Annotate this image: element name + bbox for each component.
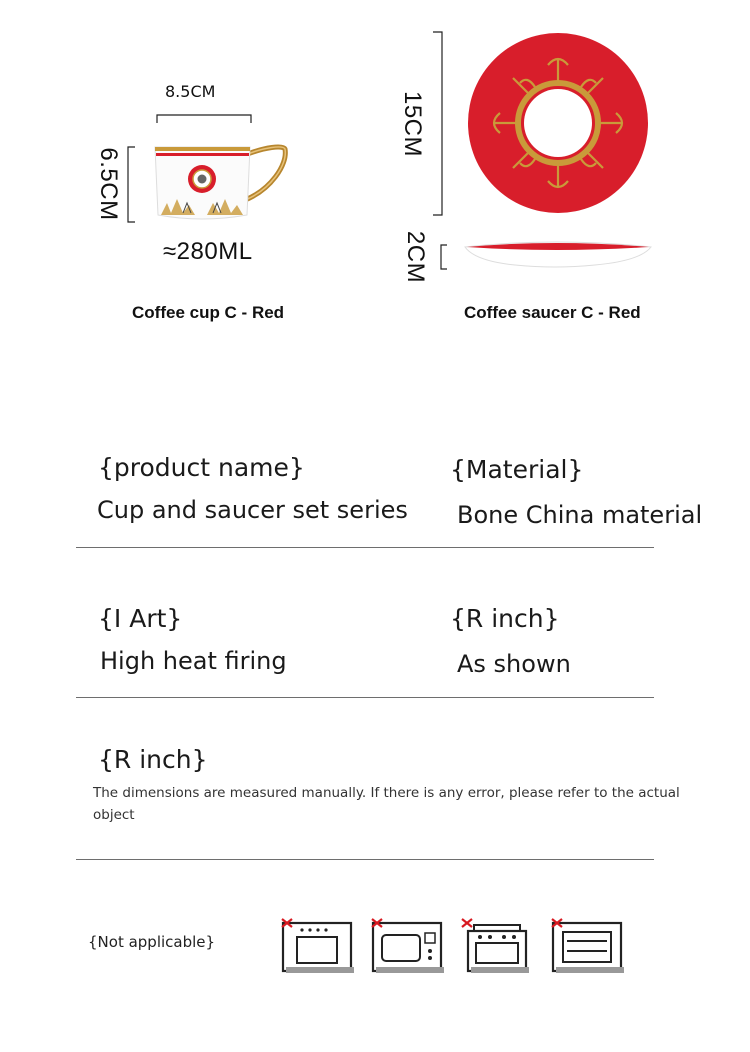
- material-label: {Material}: [450, 455, 584, 484]
- saucer-caption: Coffee saucer C - Red: [464, 303, 641, 322]
- material-value: Bone China material: [457, 501, 703, 529]
- note-text: The dimensions are measured manually. If there is any error, please refer to the actual object: [93, 785, 680, 823]
- divider-2: [76, 697, 654, 698]
- note-label: {R inch}: [98, 745, 208, 774]
- cup-width-label: 8.5CM: [165, 82, 216, 101]
- product-name-value: Cup and saucer set series: [97, 496, 408, 524]
- divider-3: [76, 859, 654, 860]
- saucer-image: [395, 25, 665, 280]
- saucer-diameter-label: 15CM: [399, 90, 426, 158]
- oven-icon: [280, 915, 358, 975]
- saucer-height-label: 2CM: [402, 230, 429, 284]
- cup-height-label: 6.5CM: [95, 147, 122, 221]
- stove-icon: [460, 915, 538, 975]
- product-name-label: {product name}: [98, 453, 305, 482]
- microwave-icon: [370, 915, 448, 975]
- art-value: High heat firing: [100, 647, 287, 675]
- size-value: As shown: [457, 650, 571, 678]
- size-label: {R inch}: [450, 604, 560, 633]
- not-applicable-label: {Not applicable}: [88, 933, 216, 951]
- art-label: {I Art}: [98, 604, 183, 633]
- cup-capacity-label: ≈280ML: [163, 238, 253, 265]
- dishwasher-icon: [550, 915, 628, 975]
- divider-1: [76, 547, 654, 548]
- cup-image: [95, 105, 325, 245]
- cup-caption: Coffee cup C - Red: [132, 303, 285, 322]
